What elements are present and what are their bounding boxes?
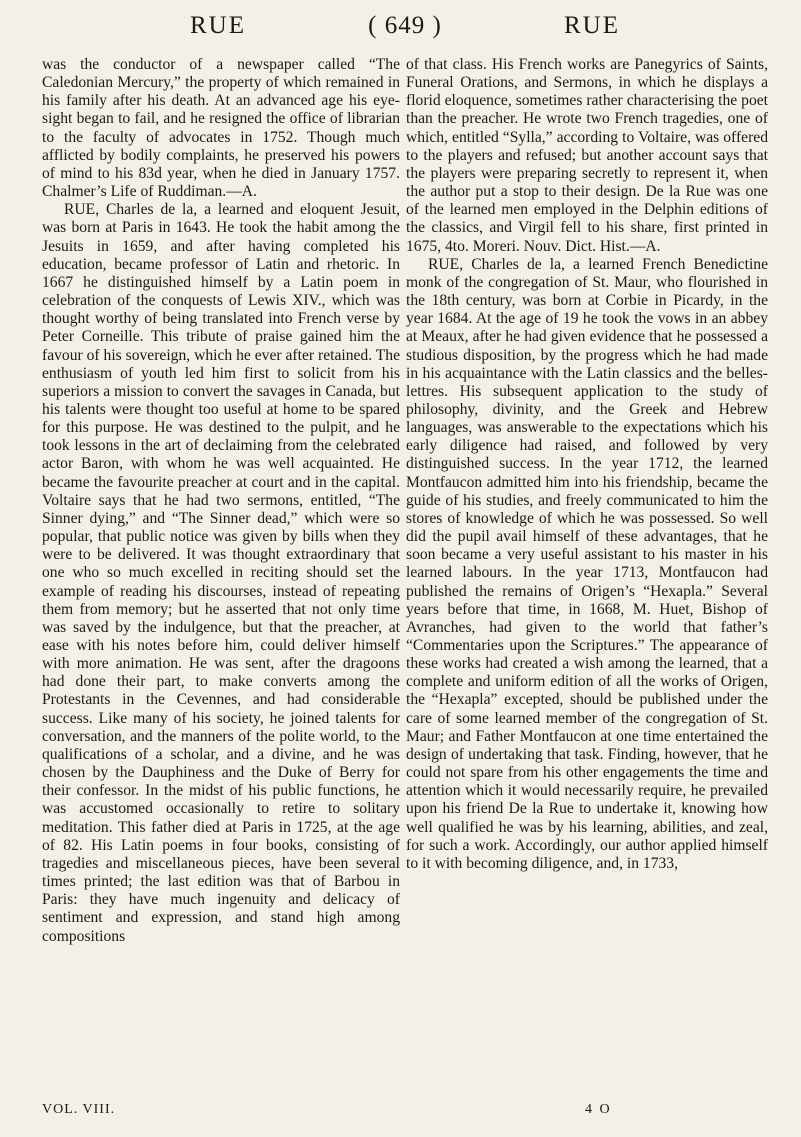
- header-right-word: RUE: [564, 12, 620, 39]
- volume-footer: VOL. VIII.: [42, 1102, 116, 1117]
- right-column: [406, 56, 768, 873]
- header-left-word: RUE: [190, 12, 246, 39]
- signature-mark: 4 O: [585, 1102, 612, 1117]
- paragraph-rue-jesuit-cont: of that class. His French works are Panegyrics of Saints, Funeral Orations, and Sermons, in which he displays a florid eloquence, sometimes rather characterising the poet than the preacher. He wrote two French tragedies, one of which, entitled “Sylla,” according to Voltaire, was offered to the players and refused; but another account says that the players were preparing secretly to represent it, when the author put a stop to their design. De la Rue was one of the learned men employed in the Delphin editions of the classics, and Virgil fell to his share, first printed in 1675, 4to. Moreri. Nouv. Dict. Hist.—A.: [406, 56, 768, 255]
- paragraph-rue-benedictine: RUE, Charles de la, a learned French Benedictine monk of the congregation of St. Maur, who flourished in the 18th century, was born at Corbie in Picardy, in the year 1684. At the age of 19 he took the vows in an abbey at Meaux, after he had given evidence that he possessed a studious disposition, by the progress which he had made in his acquaintance with the Latin classics and the belles-lettres. His subsequent application to the study of philosophy, divinity, and the Greek and Hebrew languages, was answerable to the expectations which his early diligence had raised, and followed by very distinguished success. In the year 1712, the learned Montfaucon admitted him into his friendship, became the guide of his studies, and freely communicated to him the stores of knowledge of which he was possessed. So well did the pupil avail himself of these advantages, that he soon became a very useful assistant to his master in his learned labours. In the year 1713, Montfaucon had published the remains of Origen’s “Hexapla.” Several years before that time, in 1668, M. Huet, Bishop of Avranches, had given to the world that father’s “Commentaries upon the Scriptures.” The appearance of these works had created a wish among the learned, that a complete and uniform edition of all the works of Origen, the “Hexapla” excepted, should be published under the care of some learned member of the congregation of St. Maur; and Father Montfaucon at one time entertained the design of undertaking that task. Finding, however, that he could not spare from his other engagements the time and attention which it would necessarily require, he prevailed upon his friend De la Rue to undertake it, knowing how well qualified he was by his learning, abilities, and zeal, for such a work. Accordingly, our author applied himself to it with becoming diligence, and, in 1733,: [406, 255, 768, 872]
- paragraph-rue-jesuit: RUE, Charles de la, a learned and eloquent Jesuit, was born at Paris in 1643. He took the habit among the Jesuits in 1659, and after having completed his education, became professor of Latin and rhetoric. In 1667 he distinguished himself by a Latin poem in celebration of the conquests of Lewis XIV., which was thought worthy of being translated into French verse by Peter Corneille. This tribute of praise gained him the favour of his sovereign, which he ever after retained. The enthusiasm of youth led him first to solicit from his superiors a mission to convert the savages in Canada, but his talents were thought too useful at home to be spared for this purpose. He was destined to the pulpit, and he took lessons in the art of declaiming from the celebrated actor Baron, with whom he was well acquainted. He became the favourite preacher at court and in the capital. Voltaire says that he had two sermons, entitled, “The Sinner dying,” and “The Sinner dead,” which were so popular, that public notice was given by bills when they were to be delivered. It was thought extraordinary that one who so much excelled in reciting should set the example of reading his discourses, instead of repeating them from memory; but he asserted that not only time was saved by the indulgence, but that the preacher, at ease with his notes before him, could deliver himself with more animation. He was sent, after the dragoons had done their part, to make converts among the Protestants in the Cevennes, and had considerable success. Like many of his society, he joined talents for conversation, and the manners of the polite world, to the qualifications of a scholar, and a divine, and he was chosen by the Dauphiness and the Duke of Berry for their confessor. In the midst of his public functions, he was accustomed occasionally to retire to solitary meditation. This father died at Paris in 1725, at the age of 82. His Latin poems in four books, consisting of tragedies and miscellaneous pieces, have been several times printed; the last edition was that of Barbou in Paris: they have much ingenuity and delicacy of sentiment and expression, and stand high among compositions: [42, 201, 400, 945]
- left-column: [42, 56, 400, 946]
- page-number: ( 649 ): [368, 12, 442, 39]
- paragraph-ruddiman-end: was the conductor of a newspaper called “The Caledonian Mercury,” the property of which remained in his family after his death. At an advanced age his eye-sight began to fail, and he resigned the office of librarian to the faculty of advocates in 1752. Though much afflicted by bodily complaints, he preserved his powers of mind to his 83d year, when he died in January 1757. Chalmer’s Life of Ruddiman.—A.: [42, 56, 400, 201]
- running-header: [190, 12, 620, 40]
